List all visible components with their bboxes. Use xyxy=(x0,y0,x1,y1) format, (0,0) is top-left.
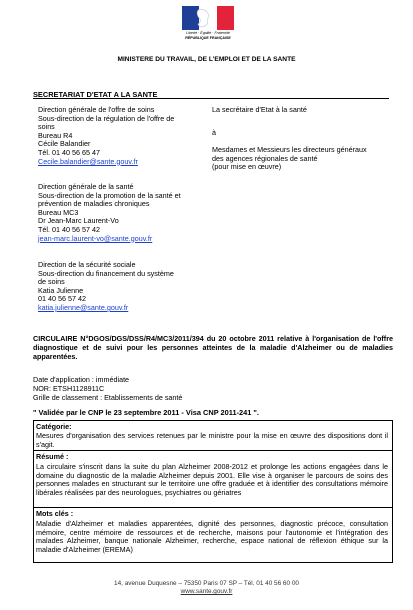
sender-email-link[interactable]: jean-marc.laurent-vo@sante.gouv.fr xyxy=(38,233,153,243)
sender-line: soins xyxy=(38,122,55,132)
section-title-categorie: Catégorie: xyxy=(36,422,72,431)
sender-email-link[interactable]: katia.julienne@sante.gouv.fr xyxy=(38,302,129,312)
marianne-icon xyxy=(192,7,214,29)
circulaire-title: CIRCULAIRE N°DGOS/DGS/DSS/R4/MC3/2011/394 du 20 octobre 2011 relative à l'organisation de l'offre diagnostique et de suivi pour les personnes atteintes de la maladie d'Alzheimer ou de maladies apparentées. xyxy=(33,334,393,361)
recipient-line: des agences régionales de santé xyxy=(212,153,318,163)
republic-logo xyxy=(182,6,234,50)
table-divider xyxy=(34,507,392,508)
section-text-mots-cles: Maladie d'Alzheimer et maladies apparentées, dignité des personnes, diagnostic précoce, consultation mémoire, centre mémoire de ressources et de recherche, maisons pour l'autonomie et l'intégration des malades Alzheimer, banque nationale Alzheimer, recherche, espace national de réflexion éthique sur la maladie d'Alzheimer (EREMA) xyxy=(36,519,388,554)
sender-line: Cécile Balandier xyxy=(38,139,91,149)
secretariat-title: SECRETARIAT D'ETAT A LA SANTE xyxy=(33,90,158,99)
recipient-to: à xyxy=(212,128,216,137)
sender-line: de soins xyxy=(38,277,65,287)
divider xyxy=(33,98,389,99)
sender-line: Sous-direction de la promotion de la santé et xyxy=(38,190,181,200)
table-divider xyxy=(34,450,392,451)
sender-line: prévention de maladies chroniques xyxy=(38,199,150,209)
sender-line: Bureau R4 xyxy=(38,130,73,140)
sender-block-dgs xyxy=(38,183,206,243)
republic-label: RÉPUBLIQUE FRANÇAISE xyxy=(185,36,231,40)
sender-line: Sous-direction de la régulation de l'offre de xyxy=(38,113,175,123)
sender-line: Direction de la sécurité sociale xyxy=(38,260,136,269)
footer-website-link[interactable]: www.sante.gouv.fr xyxy=(180,588,233,595)
flag-red xyxy=(217,6,234,30)
section-text-resume: La circulaire s'inscrit dans la suite du plan Alzheimer 2008-2012 et prolonge les actions engagées dans le domaine du diagnostic de la maladie Alzheimer depuis 2001. Elle vise à organiser le parcours de soins des personnes malades en structurant sur le territoire une offre graduée et à identifier des consultations mémoire libérales réalisées par des neurologues, psychiatres ou gériatres xyxy=(36,462,388,497)
date-application: Date d'application : immédiate xyxy=(33,375,130,384)
sender-line: Tél. 01 40 56 65 47 xyxy=(38,147,100,157)
sender-line: Dr Jean-Marc Laurent-Vo xyxy=(38,216,119,226)
recipient-line: Mesdames et Messieurs les directeurs généraux xyxy=(212,145,367,154)
sender-block-dgos xyxy=(38,106,206,166)
ministry-title: MINISTERE DU TRAVAIL, DE L'EMPLOI ET DE LA SANTE xyxy=(117,56,296,63)
grille-classement: Grille de classement : Etablissements de santé xyxy=(33,393,183,402)
footer-address: 14, avenue Duquesne – 75350 Paris 07 SP – Tél. 01 40 56 60 00 xyxy=(114,580,299,587)
section-title-resume: Résumé : xyxy=(36,452,69,461)
sender-line: Katia Julienne xyxy=(38,285,84,295)
summary-table xyxy=(33,420,393,563)
sender-email-link[interactable]: Cecile.balandier@sante.gouv.fr xyxy=(38,156,138,166)
footer xyxy=(0,580,413,596)
sender-line: 01 40 56 57 42 xyxy=(38,294,86,304)
section-title-mots-cles: Mots clés : xyxy=(36,509,74,518)
recipient-block xyxy=(212,146,402,172)
sender-line: Direction générale de l'offre de soins xyxy=(38,105,155,114)
sender-line: Tél. 01 40 56 57 42 xyxy=(38,224,100,234)
recipient-from: La secrétaire d'Etat à la santé xyxy=(212,105,307,114)
validation-note: " Validée par le CNP le 23 septembre 2011 - Visa CNP 2011-241 ". xyxy=(33,408,259,417)
recipient-line: (pour mise en œuvre) xyxy=(212,162,282,172)
section-text-categorie: Mesures d'organisation des services retenues par le ministre pour la mise en œuvre des dispositions dont il s'agit. xyxy=(36,431,388,449)
sender-block-dss xyxy=(38,261,206,313)
motto: Liberté · Égalité · Fraternité xyxy=(186,31,230,35)
nor-number: NOR: ETSH1128911C xyxy=(33,384,105,393)
sender-line: Bureau MC3 xyxy=(38,207,79,217)
sender-line: Direction générale de la santé xyxy=(38,182,134,191)
sender-line: Sous-direction du financement du système xyxy=(38,268,174,278)
